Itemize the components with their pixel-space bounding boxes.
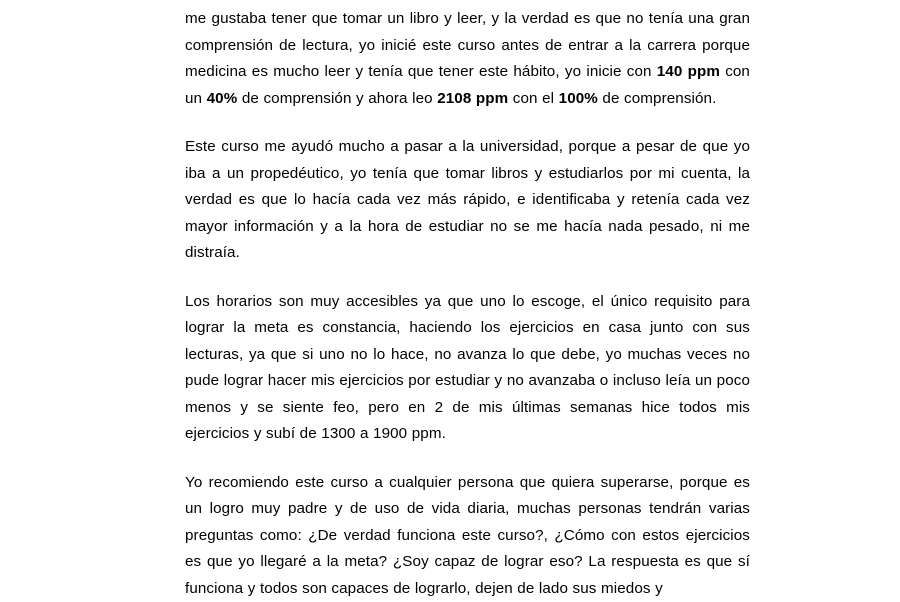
body-text: con un <box>185 63 750 107</box>
emphasis-text: 140 ppm <box>657 63 720 80</box>
emphasis-text: 40% <box>207 90 238 107</box>
paragraph-3 <box>185 289 750 448</box>
emphasis-text: 100% <box>559 90 598 107</box>
body-text: de comprensión y ahora leo <box>237 90 437 107</box>
paragraph-1 <box>185 6 750 112</box>
body-text: Yo recomiendo este curso a cualquier persona que quiera superarse, porque es un logro muy padre y de uso de vida diaria, muchas personas tendrán varias preguntas como: ¿De verdad funciona este curso?, ¿Cómo con estos ejercicios es que yo llegaré a la meta? ¿Soy capaz de lograr eso? La respuesta es que sí funciona y todos son capaces de lograrlo, dejen de lado sus miedos y <box>185 474 750 597</box>
body-text: con el <box>508 90 558 107</box>
emphasis-text: 2108 ppm <box>437 90 508 107</box>
body-text: de comprensión. <box>598 90 717 107</box>
document-body <box>185 0 750 602</box>
body-text: me gustaba tener que tomar un libro y leer, y la verdad es que no tenía una gran comprensión de lectura, yo inicié este curso antes de entrar a la carrera porque medicina es mucho leer y tenía que tener este hábito, yo inicie con <box>185 10 750 80</box>
paragraph-2 <box>185 134 750 267</box>
body-text: Este curso me ayudó mucho a pasar a la universidad, porque a pesar de que yo iba a un propedéutico, yo tenía que tomar libros y estudiarlos por mi cuenta, la verdad es que lo hacía cada vez más rápido, e identificaba y retenía cada vez mayor información y a la hora de estudiar no se me hacía nada pesado, ni me distraía. <box>185 138 750 261</box>
paragraph-4 <box>185 470 750 602</box>
body-text: Los horarios son muy accesibles ya que uno lo escoge, el único requisito para lograr la meta es constancia, haciendo los ejercicios en casa junto con sus lecturas, ya que si uno no lo hace, no avanza lo que debe, yo muchas veces no pude lograr hacer mis ejercicios por estudiar y no avanzaba o incluso leía un poco menos y se siente feo, pero en 2 de mis últimas semanas hice todos mis ejercicios y subí de 1300 a 1900 ppm. <box>185 293 750 443</box>
